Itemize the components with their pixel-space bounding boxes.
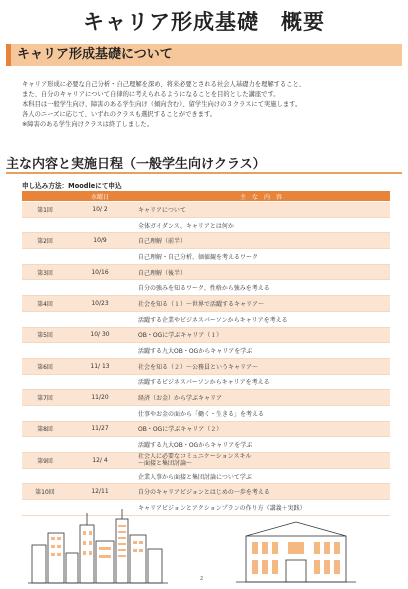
cell-date: 10/16 (68, 264, 132, 280)
cell-round: 第9回 (22, 453, 68, 469)
table-row (22, 358, 390, 374)
header-content: 主 な 内 容 (132, 191, 390, 202)
cell-date: 10/ 30 (68, 327, 132, 343)
page-number: 2 (200, 576, 204, 582)
schedule-body (22, 202, 390, 516)
cell-content (132, 453, 390, 469)
cell-content: キャリアビジョンとアクションプランの作り方（講義＋実践） (132, 500, 390, 516)
cell-round (22, 374, 68, 390)
table-row (22, 484, 390, 500)
cell-date (68, 217, 132, 233)
intro-line: キャリア形成に必要な自己分析・自己理解を深め、将来必要とされる社会人基礎力を理解すること、 (22, 81, 306, 88)
cell-content: OB・OGに学ぶキャリア（２） (132, 421, 390, 437)
table-row (22, 453, 390, 469)
cell-date: 10/9 (68, 233, 132, 249)
cell-date: 12/11 (68, 484, 132, 500)
cell-content-line: 社会人に必要なコミュニケーションスキル (138, 453, 252, 461)
cell-date (68, 311, 132, 327)
cell-content: 仕事やお金の面から「働く・生きる」を考える (132, 405, 390, 421)
cell-content: 自分の強みを知るワーク、性格から強みを考える (132, 280, 390, 296)
cell-round: 第10回 (22, 484, 68, 500)
cell-round (22, 437, 68, 453)
cell-round: 第5回 (22, 327, 68, 343)
cell-round (22, 468, 68, 484)
cell-content: 自己理解・自己分析、価値観を考えるワーク (132, 249, 390, 265)
table-row (22, 233, 390, 249)
cell-date (68, 374, 132, 390)
intro-line: ※障害のある学生向けクラスは終了しました。 (22, 121, 154, 128)
cell-content: 活躍する九大OB・OGからキャリアを学ぶ (132, 437, 390, 453)
cell-content: 社会を知る（２）～公務員というキャリア～ (132, 358, 390, 374)
table-row (22, 405, 390, 421)
header-weekday: 水曜日 (68, 191, 132, 202)
table-row (22, 468, 390, 484)
cell-content: 自己理解（後半） (132, 264, 390, 280)
table-header-row (22, 191, 390, 202)
cell-date (68, 249, 132, 265)
cell-date (68, 468, 132, 484)
page-title: キャリア形成基礎 概要 (83, 10, 325, 34)
campus-building-illustration (236, 516, 356, 584)
intro-line: 各人のニーズに応じて、いずれのクラスも選択することができます。 (22, 111, 217, 118)
intro-text (22, 80, 394, 130)
cell-content: 社会を知る（１）～世界で活躍するキャリア～ (132, 296, 390, 312)
cell-content-subline: ～面接と集団討論～ (138, 460, 193, 468)
section-heading-about: キャリア形成基礎について (6, 44, 402, 66)
cell-date: 10/ 2 (68, 202, 132, 218)
cell-date: 11/20 (68, 390, 132, 406)
cell-content: 企業人事から面接と集団討論について学ぶ (132, 468, 390, 484)
cell-round: 第2回 (22, 233, 68, 249)
table-row (22, 202, 390, 218)
table-row (22, 296, 390, 312)
schedule-heading-text: 主な内容と実施日程（一般学生向けクラス） (6, 157, 266, 172)
cell-content: 活躍するビジネスパーソンからキャリアを考える (132, 374, 390, 390)
cell-round: 第1回 (22, 202, 68, 218)
table-row (22, 311, 390, 327)
cell-content: 活躍する企業やビジネスパーソンからキャリアを考える (132, 311, 390, 327)
cell-round (22, 249, 68, 265)
cell-content: 自分のキャリアビジョンとはじめの一歩を考える (132, 484, 390, 500)
table-row (22, 374, 390, 390)
cell-content: 活躍する九大OB・OGからキャリアを学ぶ (132, 343, 390, 359)
cell-round (22, 217, 68, 233)
table-row (22, 390, 390, 406)
cell-content: 経済（お金）から学ぶキャリア (132, 390, 390, 406)
cell-round: 第7回 (22, 390, 68, 406)
cell-date: 11/ 13 (68, 358, 132, 374)
heading-underline (6, 172, 402, 174)
cell-round (22, 343, 68, 359)
intro-line: また、自分のキャリアについて自律的に考えられるようになることを目的とした講座です。 (22, 91, 280, 98)
table-row (22, 343, 390, 359)
cell-date (68, 405, 132, 421)
cell-date (68, 280, 132, 296)
schedule-table (22, 191, 390, 516)
cell-content: キャリアについて (132, 202, 390, 218)
cell-round: 第4回 (22, 296, 68, 312)
table-row (22, 249, 390, 265)
apply-method: 申し込み方法：Moodleにて申込 (22, 182, 122, 190)
table-row (22, 217, 390, 233)
cell-round: 第3回 (22, 264, 68, 280)
cell-date (68, 437, 132, 453)
table-row (22, 280, 390, 296)
cell-content: 全体ガイダンス、キャリアとは何か (132, 217, 390, 233)
cell-round (22, 311, 68, 327)
table-row (22, 327, 390, 343)
intro-line: 本科目は一般学生向け、障害のある学生向け（傾向含む）、留学生向けの３クラスにて実施します。 (22, 101, 302, 108)
cell-content: OB・OGに学ぶキャリア（１） (132, 327, 390, 343)
city-skyline-illustration (28, 505, 168, 585)
cell-round (22, 405, 68, 421)
table-row (22, 421, 390, 437)
cell-round (22, 280, 68, 296)
cell-round: 第6回 (22, 358, 68, 374)
section-heading-schedule (6, 153, 266, 172)
header-round (22, 191, 68, 202)
cell-date: 11/27 (68, 421, 132, 437)
table-row (22, 264, 390, 280)
cell-date (68, 343, 132, 359)
table-row (22, 437, 390, 453)
cell-round: 第8回 (22, 421, 68, 437)
cell-date: 12/ 4 (68, 453, 132, 469)
cell-content: 自己理解（前半） (132, 233, 390, 249)
cell-date: 10/23 (68, 296, 132, 312)
